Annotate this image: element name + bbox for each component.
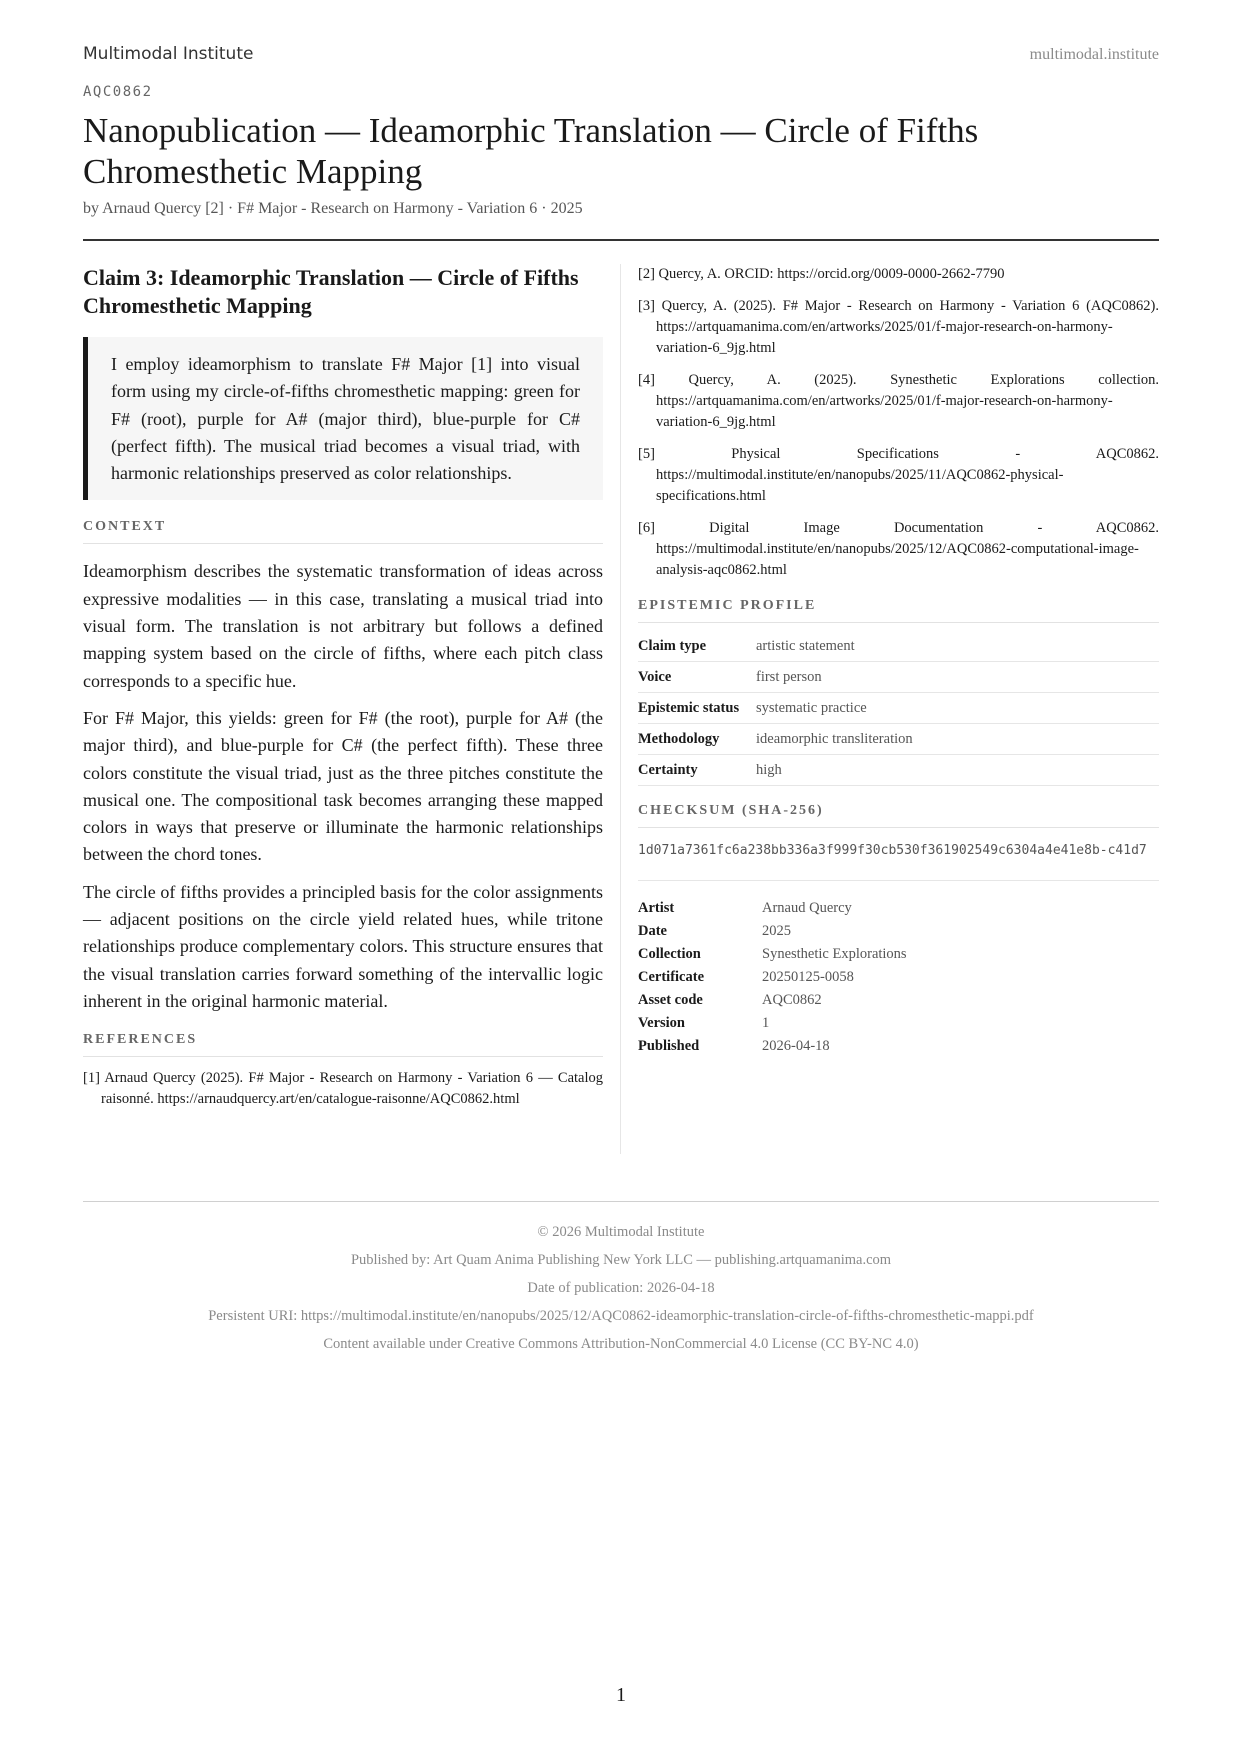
header-rule	[83, 239, 1159, 241]
meta-key: Collection	[638, 946, 701, 962]
reference-item: [6] Digital Image Documentation - AQC0862. https://multimodal.institute/en/nanopubs/2025/12/AQC0862-computational-image-analysis-aqc0862.html	[638, 520, 1159, 578]
meta-value: Synesthetic Explorations	[762, 946, 907, 962]
profile-value: high	[756, 755, 1159, 786]
footer-copyright: © 2026 Multimodal Institute	[537, 1224, 705, 1240]
meta-key: Date	[638, 923, 667, 939]
metadata-table	[638, 897, 907, 1058]
meta-key: Asset code	[638, 992, 703, 1008]
page-title: Nanopublication — Ideamorphic Translation — Circle of Fifths Chromesthetic Mapping	[83, 111, 979, 191]
claim-statement: I employ ideamorphism to translate F# Major [1] into visual form using my circle-of-fifths chromesthetic mapping: green for F# (root), purple for A# (major third), blue-purple for C# (perfect fifth). The musical triad becomes a visual triad, with harmonic relationships preserved as color relationships.	[83, 337, 603, 500]
references-label: REFERENCES	[83, 1032, 603, 1057]
claim-heading: Claim 3: Ideamorphic Translation — Circle of Fifths Chromesthetic Mapping	[83, 265, 579, 318]
meta-key: Published	[638, 1038, 700, 1054]
column-divider	[620, 264, 621, 1154]
profile-key: Voice	[638, 662, 756, 693]
footer-publisher: Published by: Art Quam Anima Publishing New York LLC — publishing.artquamanima.com	[350, 1252, 892, 1268]
profile-key: Certainty	[638, 755, 756, 786]
profile-key: Epistemic status	[638, 693, 756, 724]
meta-value: 2026-04-18	[762, 1038, 830, 1054]
reference-item: [3] Quercy, A. (2025). F# Major - Research on Harmony - Variation 6 (AQC0862). https://artquamanima.com/en/artworks/2025/01/f-major-research-on-harmony-variation-6_9jg.html	[638, 298, 1159, 356]
table-row	[638, 920, 907, 943]
meta-value: 2025	[762, 923, 791, 939]
profile-value: ideamorphic transliteration	[756, 724, 1159, 755]
profile-value: artistic statement	[756, 631, 1159, 662]
meta-value: 20250125-0058	[762, 969, 854, 985]
table-row	[638, 755, 1159, 786]
table-row	[638, 1035, 907, 1058]
context-label: CONTEXT	[83, 519, 603, 544]
context-paragraph: Ideamorphism describes the systematic transformation of ideas across expressive modalities — in this case, translating a musical triad into visual form. The translation is not arbitrary but follows a defined mapping system based on the circle of fifths, where each pitch class corresponds to a specific hue.	[83, 561, 603, 691]
profile-value: first person	[756, 662, 1159, 693]
checksum-value: 1d071a7361fc6a238bb336a3f999f30cb530f361902549c6304a4e41e8b-c41d7	[638, 841, 1159, 881]
institute-name: Multimodal Institute	[83, 44, 254, 64]
reference-item: [2] Quercy, A. ORCID: https://orcid.org/0009-0000-2662-7790	[638, 266, 1005, 282]
table-row	[638, 1012, 907, 1035]
epistemic-profile-table	[638, 631, 1159, 786]
meta-key: Artist	[638, 900, 675, 916]
footer-rule	[83, 1201, 1159, 1202]
page-footer	[83, 1218, 1159, 1358]
running-header	[83, 44, 1159, 68]
reference-item: [4] Quercy, A. (2025). Synesthetic Explorations collection. https://artquamanima.com/en/artworks/2025/01/f-major-research-on-harmony-variation-6_9jg.html	[638, 372, 1159, 430]
asset-code: AQC0862	[83, 84, 153, 100]
meta-value: Arnaud Quercy	[762, 900, 852, 916]
table-row	[638, 989, 907, 1012]
meta-value: 1	[762, 1015, 770, 1031]
institute-site: multimodal.institute	[1029, 46, 1159, 63]
table-row	[638, 943, 907, 966]
page-number: 1	[616, 1684, 626, 1706]
byline: by Arnaud Quercy [2] · F# Major - Research on Harmony - Variation 6 · 2025	[83, 200, 583, 217]
left-column	[83, 264, 603, 1110]
profile-key: Claim type	[638, 631, 756, 662]
footer-date: Date of publication: 2026-04-18	[527, 1280, 715, 1296]
epistemic-profile-label: EPISTEMIC PROFILE	[638, 598, 1159, 623]
meta-key: Certificate	[638, 969, 705, 985]
table-row	[638, 724, 1159, 755]
footer-uri: Persistent URI: https://multimodal.institute/en/nanopubs/2025/12/AQC0862-ideamorphic-translation-circle-of-fifths-chromesthetic-mappi.pdf	[208, 1308, 1034, 1324]
context-paragraph: For F# Major, this yields: green for F# (the root), purple for A# (the major third), and blue-purple for C# (the perfect fifth). These three colors constitute the visual triad, just as the three pitches constitute the musical one. The compositional task becomes arranging these mapped colors in ways that preserve or illuminate the harmonic relationships between the chord tones.	[83, 707, 603, 865]
meta-value: AQC0862	[762, 992, 822, 1008]
table-row	[638, 631, 1159, 662]
meta-key: Version	[638, 1015, 685, 1031]
checksum-label: CHECKSUM (SHA-256)	[638, 803, 1159, 828]
table-row	[638, 693, 1159, 724]
profile-value: systematic practice	[756, 693, 1159, 724]
footer-license: Content available under Creative Commons Attribution-NonCommercial 4.0 License (CC BY-NC 4.0)	[323, 1336, 919, 1352]
table-row	[638, 897, 907, 920]
profile-key: Methodology	[638, 724, 756, 755]
document-page	[83, 0, 1159, 1754]
reference-item: [1] Arnaud Quercy (2025). F# Major - Research on Harmony - Variation 6 — Catalog raisonné. https://arnaudquercy.art/en/catalogue-raisonne/AQC0862.html	[83, 1070, 603, 1108]
context-paragraph: The circle of fifths provides a principled basis for the color assignments — adjacent positions on the circle yield related hues, while tritone relationships produce complementary colors. This structure ensures that the visual translation carries forward something of the intervallic logic inherent in the original harmonic material.	[83, 881, 603, 1011]
right-column	[638, 264, 1159, 1058]
table-row	[638, 966, 907, 989]
table-row	[638, 662, 1159, 693]
reference-item: [5] Physical Specifications - AQC0862. https://multimodal.institute/en/nanopubs/2025/11/AQC0862-physical-specifications.html	[638, 446, 1159, 504]
